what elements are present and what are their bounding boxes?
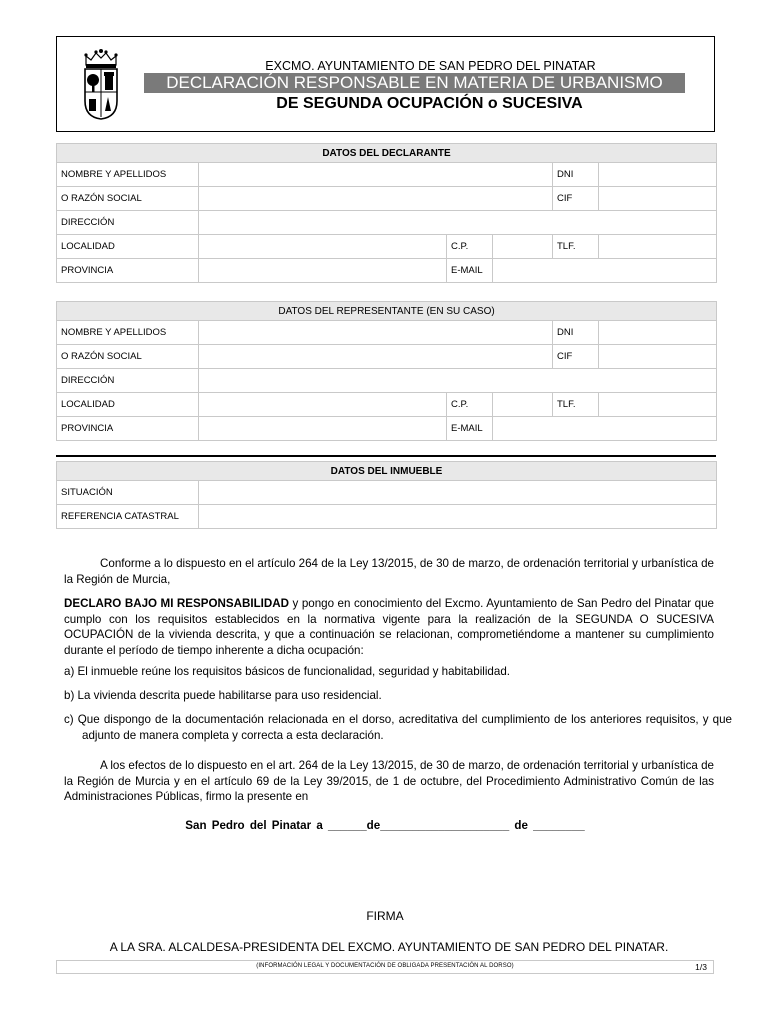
declarante-provincia-field[interactable] xyxy=(199,259,447,283)
declarante-nombre-field[interactable] xyxy=(199,163,553,187)
representante-cif-field[interactable] xyxy=(599,345,717,369)
representante-localidad-field[interactable] xyxy=(199,393,447,417)
label-direccion: DIRECCIÓN xyxy=(57,369,199,393)
label-razon-social: O RAZÓN SOCIAL xyxy=(57,187,199,211)
label-dni: DNI xyxy=(553,321,599,345)
representante-provincia-field[interactable] xyxy=(199,417,447,441)
footer-note: (INFORMACIÓN LEGAL Y DOCUMENTACIÓN DE OBLIGADA PRESENTACIÓN AL DORSO) xyxy=(256,963,514,969)
item-c: c) Que dispongo de la documentación relacionada en el dorso, acreditativa del cumplimiento de los anteriores requisitos, y que adjunto de manera completa y correcta a esta declaración. xyxy=(64,713,732,742)
signature-label: FIRMA xyxy=(366,909,404,923)
representante-email-field[interactable] xyxy=(493,417,717,441)
declarante-dni-field[interactable] xyxy=(599,163,717,187)
inmueble-referencia-field[interactable] xyxy=(199,505,717,529)
date-line[interactable]: San Pedro del Pinatar a ______de____________________ de ________ xyxy=(185,819,585,832)
label-situacion: SITUACIÓN xyxy=(57,481,199,505)
declaro-bold: DECLARO BAJO MI RESPONSABILIDAD xyxy=(64,597,290,610)
institution-name: EXCMO. AYUNTAMIENTO DE SAN PEDRO DEL PINATAR xyxy=(265,59,596,73)
section-divider xyxy=(56,455,716,457)
declarante-localidad-field[interactable] xyxy=(199,235,447,259)
representante-cp-field[interactable] xyxy=(493,393,553,417)
label-cp: C.P. xyxy=(447,393,493,417)
declarante-table xyxy=(56,143,717,283)
label-tlf: TLF. xyxy=(553,235,599,259)
page-number: 1/3 xyxy=(695,962,707,972)
representante-nombre-field[interactable] xyxy=(199,321,553,345)
label-localidad: LOCALIDAD xyxy=(57,235,199,259)
declarante-tlf-field[interactable] xyxy=(599,235,717,259)
footer xyxy=(56,960,714,974)
representante-table xyxy=(56,301,717,441)
inmueble-situacion-field[interactable] xyxy=(199,481,717,505)
label-tlf: TLF. xyxy=(553,393,599,417)
declarante-razon-field[interactable] xyxy=(199,187,553,211)
label-email: E-MAIL xyxy=(447,259,493,283)
declaro-text: y pongo en conocimiento del Excmo. Ayuntamiento de San Pedro del Pinatar que cumplo con los requisitos establecidos en la normativa vigente para la realización de la SEGUNDA O SUCESIVA OCUPACIÓN de la vivienda descrita, y que a continuación se relacionan, comprometiéndome a mantener su cumplimiento durante el período de tiempo inherente a dicha ocupación: xyxy=(64,597,714,657)
label-nombre: NOMBRE Y APELLIDOS xyxy=(57,321,199,345)
representante-razon-field[interactable] xyxy=(199,345,553,369)
representante-dni-field[interactable] xyxy=(599,321,717,345)
form-header xyxy=(56,36,715,132)
label-dni: DNI xyxy=(553,163,599,187)
label-direccion: DIRECCIÓN xyxy=(57,211,199,235)
declarante-heading: DATOS DEL DECLARANTE xyxy=(57,144,717,163)
label-razon-social: O RAZÓN SOCIAL xyxy=(57,345,199,369)
addressee: A LA SRA. ALCALDESA-PRESIDENTA DEL EXCMO. AYUNTAMIENTO DE SAN PEDRO DEL PINATAR. xyxy=(109,940,669,954)
representante-direccion-field[interactable] xyxy=(199,369,717,393)
paragraph-efectos: A los efectos de lo dispuesto en el art. 264 de la Ley 13/2015, de 30 de marzo, de ordenación territorial y urbanística de la Región de Murcia y en el artículo 69 de la Ley 39/2015, de 1 de octubre, del Procedimiento Administrativo Común de las Administraciones Públicas, firmo la presente en xyxy=(64,759,714,803)
label-email: E-MAIL xyxy=(447,417,493,441)
item-a: a) El inmueble reúne los requisitos básicos de funcionalidad, seguridad y habitabilidad. xyxy=(64,665,510,678)
form-subtitle: DE SEGUNDA OCUPACIÓN o SUCESIVA xyxy=(276,95,583,112)
label-provincia: PROVINCIA xyxy=(57,259,199,283)
label-provincia: PROVINCIA xyxy=(57,417,199,441)
label-cif: CIF xyxy=(553,187,599,211)
representante-tlf-field[interactable] xyxy=(599,393,717,417)
inmueble-heading: DATOS DEL INMUEBLE xyxy=(57,462,717,481)
inmueble-table xyxy=(56,461,717,529)
label-cp: C.P. xyxy=(447,235,493,259)
declarante-cif-field[interactable] xyxy=(599,187,717,211)
declarante-cp-field[interactable] xyxy=(493,235,553,259)
representante-heading: DATOS DEL REPRESENTANTE (EN SU CASO) xyxy=(57,302,717,321)
paragraph-declaro xyxy=(64,596,714,658)
label-cif: CIF xyxy=(553,345,599,369)
declarante-email-field[interactable] xyxy=(493,259,717,283)
label-localidad: LOCALIDAD xyxy=(57,393,199,417)
form-title: DECLARACIÓN RESPONSABLE EN MATERIA DE URBANISMO xyxy=(144,73,685,93)
paragraph-conforme: Conforme a lo dispuesto en el artículo 264 de la Ley 13/2015, de 30 de marzo, de ordenación territorial y urbanística de la Región de Murcia, xyxy=(64,557,714,586)
label-referencia-catastral: REFERENCIA CATASTRAL xyxy=(57,505,199,529)
declarante-direccion-field[interactable] xyxy=(199,211,717,235)
item-b: b) La vivienda descrita puede habilitarse para uso residencial. xyxy=(64,689,382,702)
label-nombre: NOMBRE Y APELLIDOS xyxy=(57,163,199,187)
